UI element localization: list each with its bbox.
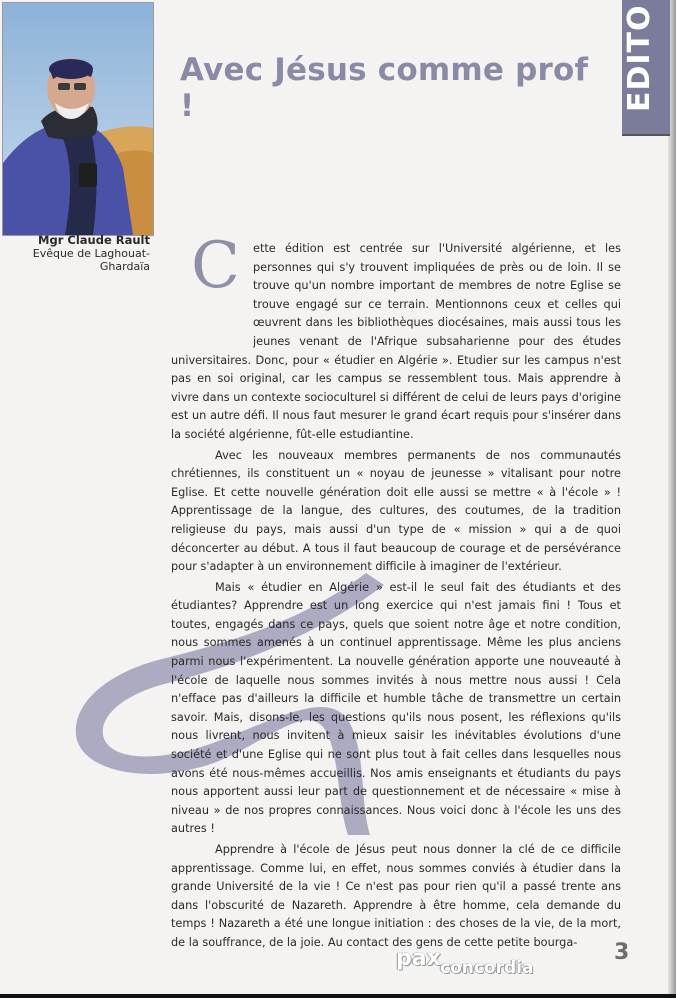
article-paragraph: Avec les nouveaux membres permanents de nos communautés chrétiennes, ils constituent un « noyau de jeunesse » vitalisant pour notre Eglise. Et cette nouvelle génération doit elle aussi se mettre « à l'école » ! Apprentissage de la langue, des cultures, des coutumes, de la tradition religieuse du pays, mais aussi d'un type de « mission » qui a de quoi déconcerter au début. A tous il faut beaucoup de courage et de persévérance pour s'adapter à un environnement difficile à imaginer de l'extérieur. [171,448,621,574]
article-title: Avec Jésus comme prof ! [180,52,589,124]
logo-concordia-text: concordia [440,958,534,978]
drop-cap: C [191,229,240,303]
article-paragraph: Apprendre à l'école de Jésus peut nous donner la clé de ce difficile apprentissage. Comme lui, en effet, nous sommes conviés à étudier dans la grande Université de la vie ! Ce n'est pas pour rien qu'il a passé trente ans dans l'obscurité de Nazareth. Apprendre à être homme, cela demande du temps ! Nazareth a été une longue initiation : des choses de la vie, de la mort, de la souffrance, de la joie. Au contact des gens de cette petite bourga- [171,843,621,949]
bottom-border [0,994,676,998]
photo-caption [2,234,150,273]
pax-concordia-logo [396,946,566,982]
author-name: Mgr Claude Rault [38,233,150,247]
article-body [171,229,621,955]
page-edge-shadow [668,0,676,998]
author-photo-image [3,3,153,235]
section-tab-label: EDITO [622,4,657,112]
article-paragraph: Mais « étudier en Algérie » est-il le seul fait des étudiants et des étudiantes? Apprendre est un long exercice qui n'est jamais fini ! Tous et toutes, engagés dans ce pays, quels que soient notre âge et notre condition, nous sommes amenés à un continuel apprentissage. Même les plus anciens parmi nous l'expérimentent. La nouvelle génération apporte une nouveauté à l'école de laquelle nous sommes invités à nous mettre nous aussi ! Cela n'efface pas d'ailleurs la difficile et humble tâche de transmettre un certain savoir. Mais, disons-le, les questions qu'ils nous posent, les réflexions qu'ils nous livrent, nous invitent à mieux saisir les inévitables évolutions d'une société et d'une Eglise qui ne sont plus tout à fait celles dans lesquelles nous avons été nous-mêmes accueillis. Nos amis enseignants et étudiants du pays nous apportent aussi leur part de questionnement et de nécessaire « mise à niveau » de nos propres connaissances. Nous voici donc à l'école les uns des autres ! [171,580,621,836]
page-number: 3 [614,940,630,965]
author-role-line2: Ghardaïa [99,260,150,273]
section-tab [622,0,670,136]
author-photo [2,2,154,236]
article-paragraph-text: ette édition est centrée sur l'Université algérienne, et les personnes qui s'y trouvent impliquées de près ou de loin. Il se trouve qu'un nombre important de membres de notre Eglise se trouve engagé sur ce terrain. Mentionnons ceux et celles qui œuvrent dans les bibliothèques diocésaines, mais aussi tous les jeunes venant de l'Afrique subsaharienne pour des études universitaires. Donc, pour « étudier en Algérie ». Etudier sur les campus n'est pas en soi original, car les campus se ressemblent tous. Mais apprendre à vivre dans un contexte socioculturel si différent de celui de leurs pays d'origine est un autre défi. Il nous faut mesurer le grand écart requis pour s'insérer dans la société algérienne, fût-elle estudiantine. [171,242,621,441]
author-role-line1: Evêque de Laghouat- [32,247,150,260]
article-paragraph [171,229,621,445]
logo-pax-text: pax [396,946,441,971]
